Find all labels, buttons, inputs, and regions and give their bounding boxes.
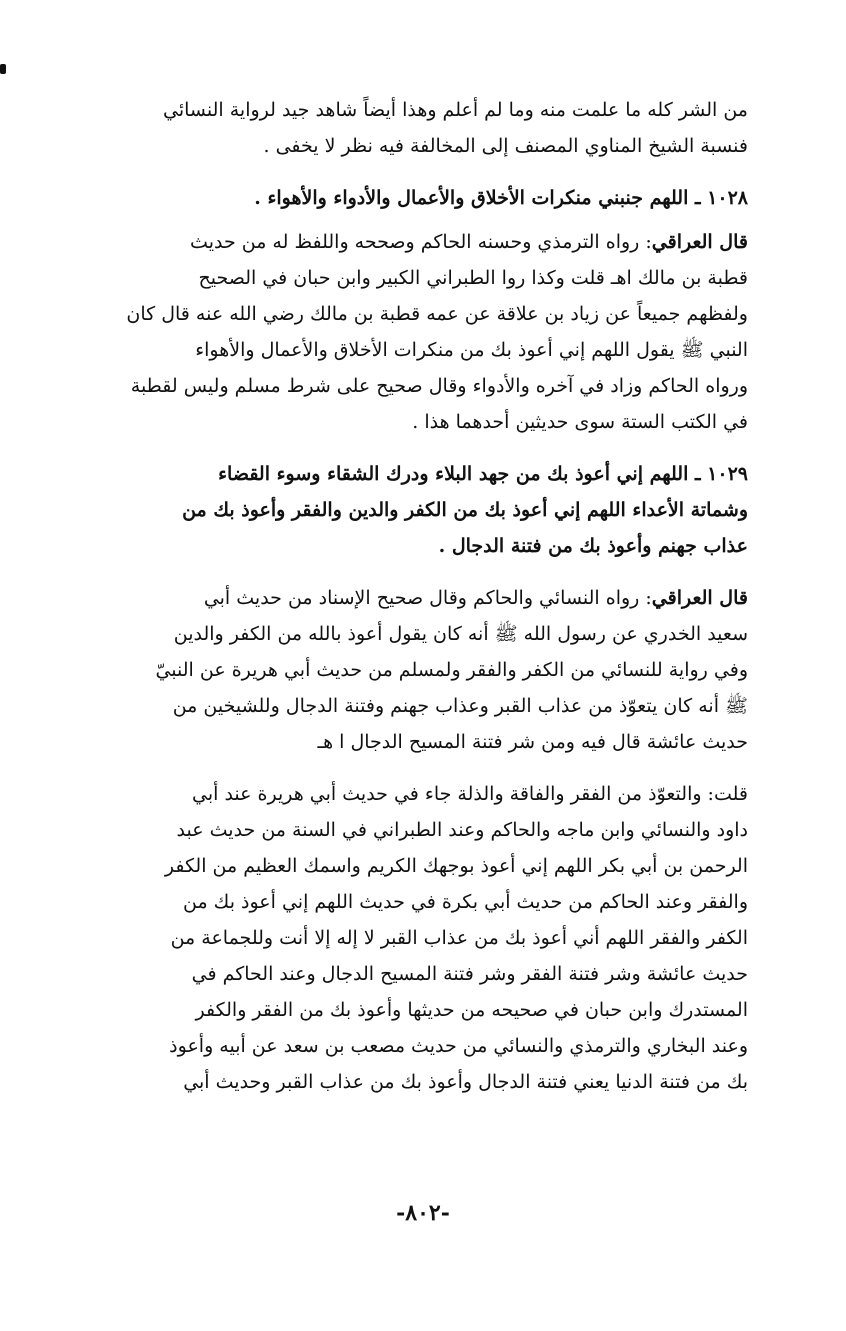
text-line: ولفظهم جميعاً عن زياد بن علاقة عن عمه قطبة بن مالك رضي الله عنه قال كان — [126, 303, 748, 325]
text-line: ١٠٢٩ ـ اللهم إني أعوذ بك من جهد البلاء ودرك الشقاء وسوء القضاء — [218, 463, 748, 485]
text-line: النبي ﷺ يقول اللهم إني أعوذ بك من منكرات الأخلاق والأعمال والأهواء — [195, 339, 748, 361]
intro-paragraph — [100, 92, 748, 164]
scan-mark — [0, 64, 6, 74]
text-line: قطبة بن مالك اهـ قلت وكذا روا الطبراني الكبير وابن حبان في الصحيح — [198, 267, 748, 289]
text-line: فنسبة الشيخ المناوي المصنف إلى المخالفة فيه نظر لا يخفى . — [263, 135, 748, 157]
main-text — [100, 92, 748, 1100]
text-line: سعيد الخدري عن رسول الله ﷺ أنه كان يقول أعوذ بالله من الكفر والدين — [173, 623, 748, 645]
text-line: في الكتب الستة سوى حديثين أحدهما هذا . — [412, 411, 748, 433]
text-line — [100, 224, 748, 260]
text-line: عذاب جهنم وأعوذ بك من فتنة الدجال . — [438, 535, 748, 557]
text-line: حديث عائشة قال فيه ومن شر فتنة المسيح الدجال ا هـ — [317, 731, 748, 753]
text-line: الرحمن بن أبي بكر اللهم إني أعوذ بوجهك الكريم واسمك العظيم من الكفر — [164, 855, 748, 877]
commentator-label: قال العراقي — [651, 231, 748, 253]
text-line: من الشر كله ما علمت منه وما لم أعلم وهذا أيضاً شاهد جيد لرواية النسائي — [163, 99, 748, 121]
hadith-1028-heading: ١٠٢٨ ـ اللهم جنبني منكرات الأخلاق والأعمال والأدواء والأهواء . — [254, 187, 748, 209]
commentator-label: قال العراقي — [651, 587, 748, 609]
comment-1029-paragraph — [100, 580, 748, 760]
hadith-1029-heading — [100, 456, 748, 564]
text-line — [100, 580, 748, 616]
text-line: ورواه الحاكم وزاد في آخره والأدواء وقال صحيح على شرط مسلم وليس لقطبة — [130, 375, 748, 397]
text-line: المستدرك وابن حبان في صحيحه من حديثها وأعوذ بك من الفقر والكفر — [195, 999, 748, 1021]
text-line: حديث عائشة وشر فتنة الفقر وشر فتنة المسيح الدجال وعند الحاكم في — [191, 963, 748, 985]
text-line: وفي رواية للنسائي من الكفر والفقر ولمسلم من حديث أبي هريرة عن النبيّ — [155, 659, 748, 681]
text-line: قلت: والتعوّذ من الفقر والفاقة والذلة جاء في حديث أبي هريرة عند أبي — [192, 783, 748, 805]
text-fragment: : رواه النسائي والحاكم وقال صحيح الإسناد من حديث أبي — [203, 587, 652, 609]
text-line: وشماتة الأعداء اللهم إني أعوذ بك من الكفر والدين والفقر وأعوذ بك من — [182, 499, 748, 521]
text-line: ﷺ أنه كان يتعوّذ من عذاب القبر وعذاب جهنم وفتنة الدجال وللشيخين من — [172, 695, 748, 717]
text-fragment: : رواه الترمذي وحسنه الحاكم وصححه واللفظ له من حديث — [190, 231, 652, 253]
text-line: داود والنسائي وابن ماجه والحاكم وعند الطبراني في السنة من حديث عبد — [176, 819, 748, 841]
text-line: الكفر والفقر اللهم أني أعوذ بك من عذاب القبر لا إله إلا أنت وللجماعة من — [170, 927, 748, 949]
page-number: -٨٠٢- — [396, 1200, 450, 1226]
text-line: وعند البخاري والترمذي والنسائي من حديث مصعب بن سعد عن أبيه وأعوذ — [169, 1035, 748, 1057]
text-line: بك من فتنة الدنيا يعني فتنة الدجال وأعوذ بك من عذاب القبر وحديث أبي — [183, 1071, 748, 1093]
text-line: والفقر وعند الحاكم من حديث أبي بكرة في حديث اللهم إني أعوذ بك من — [183, 891, 748, 913]
note-paragraph — [100, 776, 748, 1100]
comment-1028-paragraph — [100, 224, 748, 440]
